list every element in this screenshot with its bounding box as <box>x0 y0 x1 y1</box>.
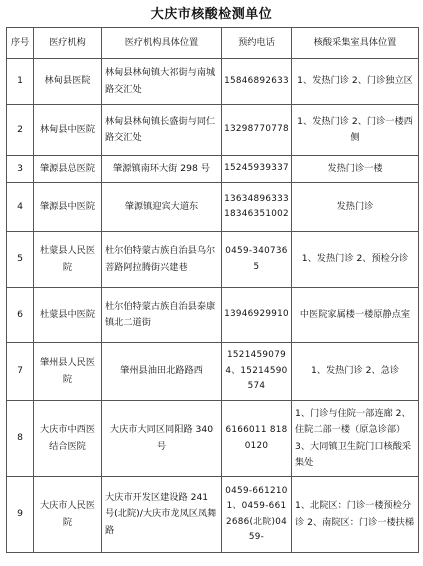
cell-address: 肇源镇南环大街 298 号 <box>102 156 222 183</box>
cell-address: 肇州县油田北路路西 <box>102 343 222 401</box>
cell-phone: 13298770778 <box>222 105 292 156</box>
cell-institution: 大庆市人民医院 <box>34 477 102 553</box>
table-header-row <box>7 28 419 59</box>
cell-index: 9 <box>7 477 34 553</box>
table-row <box>7 477 419 553</box>
header-index: 序号 <box>7 28 34 59</box>
table-row <box>7 59 419 105</box>
cell-institution: 杜蒙县中医院 <box>34 288 102 343</box>
cell-institution: 肇源县中医院 <box>34 183 102 232</box>
table-row <box>7 288 419 343</box>
cell-address: 大庆市大同区同阳路 340 号 <box>102 401 222 477</box>
cell-institution: 杜蒙县人民医院 <box>34 232 102 288</box>
cell-address: 杜尔伯特蒙古族自治县泰康镇北二道街 <box>102 288 222 343</box>
cell-institution: 肇州县人民医院 <box>34 343 102 401</box>
cell-address: 杜尔伯特蒙古族自治县乌尔菩路阿拉腾街兴建巷 <box>102 232 222 288</box>
cell-index: 6 <box>7 288 34 343</box>
cell-index: 8 <box>7 401 34 477</box>
cell-collection-room: 1、门诊与住院一部连廊 2、住院二部一楼（原急诊部）3、大同镇卫生院门口核酸采集处 <box>292 401 419 477</box>
cell-phone: 13634896333 18346351002 <box>222 183 292 232</box>
cell-collection-room: 1、发热门诊 2、门诊独立区 <box>292 59 419 105</box>
cell-address: 林甸县林甸镇长盛街与同仁路交汇处 <box>102 105 222 156</box>
header-phone: 预约电话 <box>222 28 292 59</box>
cell-phone: 13946929910 <box>222 288 292 343</box>
header-institution: 医疗机构 <box>34 28 102 59</box>
table-row <box>7 156 419 183</box>
cell-institution: 林甸县医院 <box>34 59 102 105</box>
cell-institution: 肇源县总医院 <box>34 156 102 183</box>
cell-index: 7 <box>7 343 34 401</box>
cell-address: 大庆市开发区建设路 241 号(北院)/大庆市龙凤区凤舞路 <box>102 477 222 553</box>
header-address: 医疗机构具体位置 <box>102 28 222 59</box>
header-collection-room: 核酸采集室具体位置 <box>292 28 419 59</box>
cell-collection-room: 1、发热门诊 2、门诊一楼西侧 <box>292 105 419 156</box>
cell-phone: 15214590794、15214590574 <box>222 343 292 401</box>
cell-index: 5 <box>7 232 34 288</box>
table-row <box>7 343 419 401</box>
cell-address: 肇源镇迎宾大道东 <box>102 183 222 232</box>
cell-index: 2 <box>7 105 34 156</box>
cell-collection-room: 1、北院区：门诊一楼预检分诊 2、南院区：门诊一楼扶梯 <box>292 477 419 553</box>
cell-phone: 15846892633 <box>222 59 292 105</box>
cell-collection-room: 发热门诊 <box>292 183 419 232</box>
cell-institution: 林甸县中医院 <box>34 105 102 156</box>
cell-phone: 6166011 8180120 <box>222 401 292 477</box>
cell-phone: 0459-6612101、0459-6612686(北院)0459- <box>222 477 292 553</box>
table-row <box>7 401 419 477</box>
testing-units-table <box>6 27 419 553</box>
cell-phone: 15245939337 <box>222 156 292 183</box>
table-row <box>7 232 419 288</box>
table-row <box>7 105 419 156</box>
cell-collection-room: 1、发热门诊 2、急诊 <box>292 343 419 401</box>
cell-index: 4 <box>7 183 34 232</box>
cell-index: 1 <box>7 59 34 105</box>
table-row <box>7 183 419 232</box>
cell-index: 3 <box>7 156 34 183</box>
cell-phone: 0459-3407365 <box>222 232 292 288</box>
cell-collection-room: 1、发热门诊 2、预检分诊 <box>292 232 419 288</box>
cell-collection-room: 发热门诊一楼 <box>292 156 419 183</box>
cell-collection-room: 中医院家属楼一楼原静点室 <box>292 288 419 343</box>
cell-institution: 大庆市中西医结合医院 <box>34 401 102 477</box>
page-title: 大庆市核酸检测单位 <box>150 7 273 22</box>
cell-address: 林甸县林甸镇大祁街与南城路交汇处 <box>102 59 222 105</box>
